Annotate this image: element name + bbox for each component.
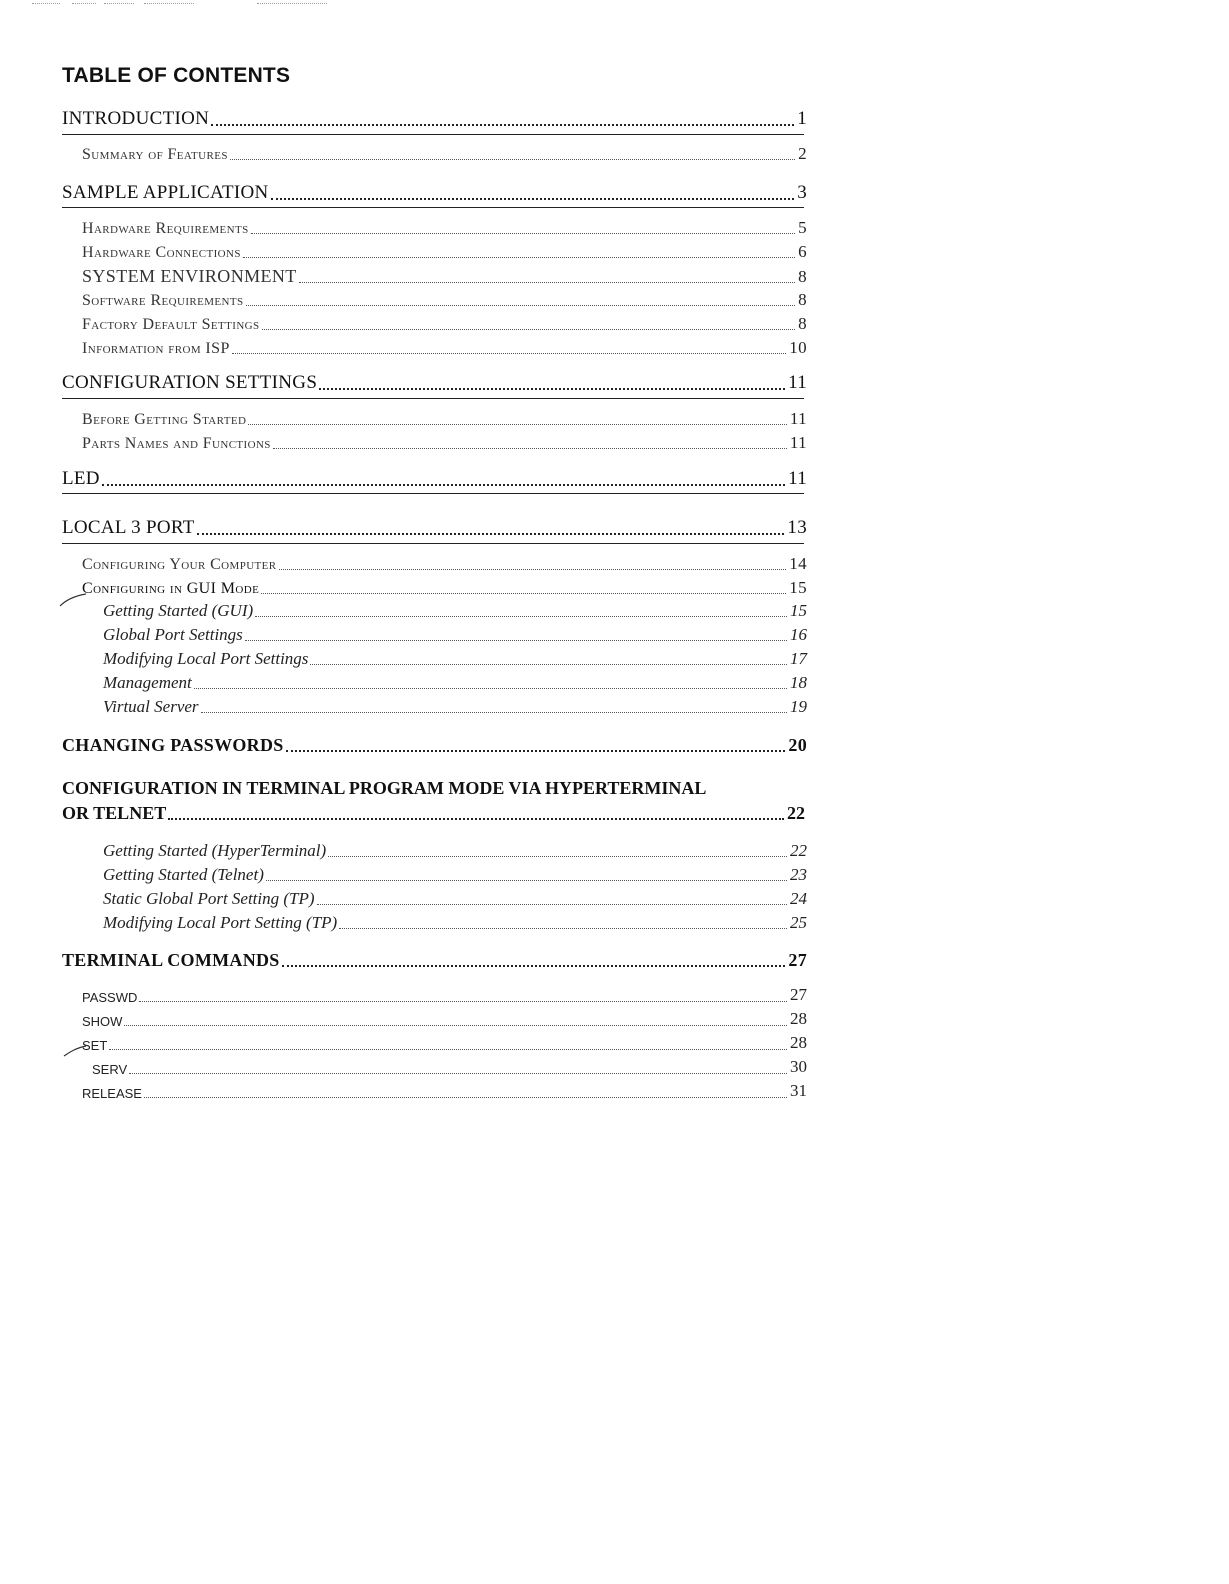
dot-leader [197, 533, 785, 535]
scan-artifact-marks [32, 2, 532, 6]
toc-entry-page: 20 [788, 735, 807, 755]
toc-entry-page: 14 [789, 554, 807, 573]
toc-entry-page: 23 [790, 865, 807, 884]
dot-leader [310, 664, 787, 665]
toc-entry-title: Summary of Features [82, 146, 228, 163]
toc-entry-page: 31 [790, 1081, 807, 1100]
dot-leader [168, 818, 784, 820]
toc-entry-summary-of-features[interactable] [82, 144, 807, 164]
toc-entry-page: 27 [788, 950, 807, 970]
toc-entry-title: PASSWD [82, 990, 138, 1005]
toc-heading: TABLE OF CONTENTS [62, 64, 291, 87]
toc-entry-page: 28 [790, 1033, 807, 1052]
toc-entry-title-line1: CONFIGURATION IN TERMINAL PROGRAM MODE VIA HYPERTERMINAL [62, 778, 707, 798]
toc-entry-page: 24 [790, 889, 807, 908]
toc-entry-page: 13 [787, 517, 807, 538]
toc-entry-page: 3 [797, 182, 807, 203]
toc-entry-page: 11 [789, 409, 807, 428]
toc-entry-factory-default-settings[interactable] [82, 314, 807, 334]
toc-entry-page: 8 [798, 267, 807, 286]
toc-entry-title: RELEASE [82, 1086, 142, 1101]
toc-entry-page: 22 [787, 803, 805, 823]
toc-entry-getting-started-telnet[interactable] [103, 865, 807, 885]
dot-leader [102, 484, 785, 486]
toc-entry-title: TERMINAL COMMANDS [62, 950, 280, 970]
toc-entry-title: SET [82, 1038, 108, 1053]
toc-entry-title: INTRODUCTION [62, 108, 210, 129]
toc-entry-title: SAMPLE APPLICATION [62, 182, 269, 203]
toc-entry-serv[interactable] [92, 1057, 807, 1077]
toc-entry-title: CHANGING PASSWORDS [62, 735, 284, 755]
toc-entry-title: Parts Names and Functions [82, 435, 271, 452]
toc-entry-before-getting-started[interactable] [82, 409, 807, 429]
toc-entry-page: 8 [798, 290, 807, 309]
toc-entry-title: Virtual Server [103, 697, 199, 716]
toc-entry-title: SERV [92, 1062, 128, 1077]
toc-entry-terminal-commands[interactable] [62, 950, 807, 971]
toc-entry-global-port-settings[interactable] [103, 625, 807, 645]
pen-mark [58, 592, 88, 610]
toc-entry-page: 25 [790, 913, 807, 932]
toc-entry-title: Information from ISP [82, 340, 230, 357]
toc-entry-set[interactable] [82, 1033, 807, 1053]
toc-entry-modifying-local-port-setting-tp[interactable] [103, 913, 807, 933]
toc-entry-page: 28 [790, 1009, 807, 1028]
toc-entry-configuration-settings[interactable] [62, 372, 807, 394]
dot-leader [255, 616, 787, 617]
dot-leader [261, 593, 786, 594]
dot-leader [248, 424, 787, 425]
toc-entry-page: 30 [790, 1057, 807, 1076]
dot-leader [262, 329, 796, 330]
toc-entry-hardware-requirements[interactable] [82, 218, 807, 238]
dot-leader [271, 198, 795, 200]
toc-entry-title: Static Global Port Setting (TP) [103, 889, 315, 908]
pen-mark [62, 1044, 88, 1058]
dot-leader [319, 388, 785, 390]
toc-entry-static-global-port-setting[interactable] [103, 889, 807, 909]
dot-leader [339, 928, 787, 929]
toc-entry-title: SHOW [82, 1014, 123, 1029]
toc-entry-title: Modifying Local Port Setting (TP) [103, 913, 338, 932]
toc-entry-title: Getting Started (HyperTerminal) [103, 841, 327, 860]
toc-entry-title: LED [62, 468, 100, 489]
toc-entry-title: SYSTEM ENVIRONMENT [82, 266, 297, 286]
toc-entry-page: 11 [788, 468, 807, 489]
section-rule [62, 398, 804, 399]
dot-leader [194, 688, 787, 689]
toc-entry-information-from-isp[interactable] [82, 338, 807, 358]
dot-leader [328, 856, 787, 857]
toc-entry-page: 11 [789, 433, 807, 452]
dot-leader [282, 965, 786, 967]
toc-entry-page: 1 [797, 108, 807, 129]
toc-entry-page: 18 [790, 673, 807, 692]
toc-entry-title: Getting Started (Telnet) [103, 865, 264, 884]
toc-entry-sample-application[interactable] [62, 182, 807, 204]
dot-leader [317, 904, 787, 905]
toc-entry-led[interactable] [62, 468, 807, 490]
toc-entry-software-requirements[interactable] [82, 290, 807, 310]
dot-leader [273, 448, 787, 449]
toc-entry-title: Modifying Local Port Settings [103, 649, 309, 668]
toc-entry-page: 17 [790, 649, 807, 668]
toc-entry-system-environment[interactable] [82, 266, 807, 287]
toc-entry-title: Getting Started (GUI) [103, 601, 254, 620]
toc-entry-release[interactable] [82, 1081, 807, 1101]
dot-leader [201, 712, 787, 713]
toc-entry-getting-started-gui[interactable] [103, 601, 807, 621]
toc-entry-hardware-connections[interactable] [82, 242, 807, 262]
toc-entry-page: 19 [790, 697, 807, 716]
dot-leader [109, 1049, 787, 1050]
dot-leader [124, 1025, 787, 1026]
toc-entry-title: Global Port Settings [103, 625, 243, 644]
section-rule [62, 134, 804, 135]
dot-leader [266, 880, 787, 881]
toc-entry-configuration-terminal-mode[interactable] [62, 778, 805, 824]
toc-entry-getting-started-hyperterminal[interactable] [103, 841, 807, 861]
toc-entry-passwd[interactable] [82, 985, 807, 1005]
toc-entry-show[interactable] [82, 1009, 807, 1029]
toc-entry-title: Hardware Connections [82, 244, 241, 261]
toc-entry-page: 11 [788, 372, 807, 393]
toc-entry-title: Hardware Requirements [82, 220, 249, 237]
toc-entry-configuring-your-computer[interactable] [82, 554, 807, 574]
toc-entry-management[interactable] [103, 673, 807, 693]
dot-leader [243, 257, 795, 258]
toc-entry-title: Before Getting Started [82, 411, 247, 428]
toc-entry-page: 15 [789, 578, 807, 597]
toc-entry-page: 10 [789, 338, 807, 357]
dot-leader [245, 640, 787, 641]
dot-leader [230, 159, 795, 160]
toc-entry-introduction[interactable] [62, 108, 807, 130]
dot-leader [211, 124, 794, 126]
section-rule [62, 493, 804, 494]
toc-entry-page: 2 [798, 144, 807, 163]
toc-entry-configuring-in-gui-mode[interactable] [82, 578, 807, 598]
toc-entry-page: 22 [790, 841, 807, 860]
toc-entry-page: 6 [798, 242, 807, 261]
dot-leader [129, 1073, 787, 1074]
toc-entry-virtual-server[interactable] [103, 697, 807, 717]
toc-entry-page: 8 [798, 314, 807, 333]
toc-entry-page: 16 [790, 625, 807, 644]
toc-entry-title: Software Requirements [82, 292, 244, 309]
toc-entry-title: Configuring Your Computer [82, 556, 277, 573]
toc-entry-page: 5 [798, 218, 807, 237]
toc-entry-title: Management [103, 673, 192, 692]
section-rule [62, 207, 804, 208]
toc-entry-page: 27 [790, 985, 807, 1004]
toc-entry-page: 15 [790, 601, 807, 620]
toc-entry-changing-passwords[interactable] [62, 735, 807, 756]
toc-entry-title: Factory Default Settings [82, 316, 260, 333]
dot-leader [251, 233, 795, 234]
toc-entry-parts-names-and-functions[interactable] [82, 433, 807, 453]
dot-leader [246, 305, 796, 306]
toc-entry-modifying-local-port-settings[interactable] [103, 649, 807, 669]
toc-entry-title: Configuring in GUI Mode [82, 580, 260, 597]
dot-leader [232, 353, 786, 354]
dot-leader [279, 569, 787, 570]
dot-leader [144, 1097, 787, 1098]
dot-leader [139, 1001, 787, 1002]
dot-leader [299, 282, 795, 283]
toc-entry-title: LOCAL 3 PORT [62, 517, 195, 538]
toc-entry-local-3-port[interactable] [62, 517, 807, 539]
dot-leader [286, 750, 786, 752]
section-rule [62, 543, 804, 544]
toc-entry-title: CONFIGURATION SETTINGS [62, 372, 318, 393]
toc-entry-title-line2: OR TELNET [62, 803, 167, 823]
